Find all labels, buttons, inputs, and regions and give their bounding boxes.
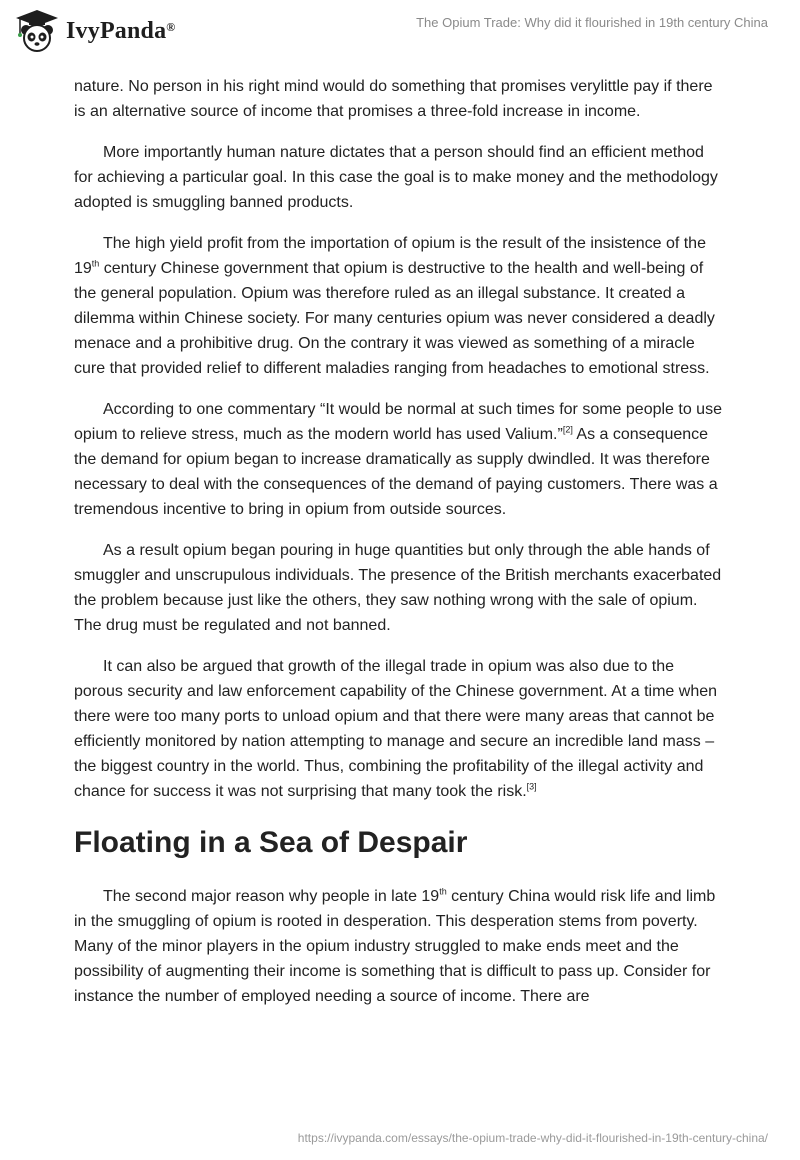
logo-wordmark: IvyPanda® xyxy=(66,17,176,44)
footnote-ref-3[interactable]: [3] xyxy=(526,781,537,792)
paragraph: nature. No person in his right mind would do something that promises verylittle pay if there is an alternative source of income that promises a three-fold increase in income. xyxy=(74,78,713,120)
section-heading: Floating in a Sea of Despair xyxy=(74,826,468,859)
ivypanda-logo[interactable] xyxy=(14,8,175,54)
paragraph: The high yield profit from the importation of opium is the result of the insistence of the 19th century Chinese government that opium is destructive to the health and well-being of the general population. Opium was therefore ruled as an illegal substance. It created a dilemma within Chinese society. For many centuries opium was never considered a deadly menace and a prohibitive drug. On the contrary it was viewed as something of a miracle cure that provided relief to different maladies ranging from headaches to emotional stress. xyxy=(74,235,715,377)
page-header xyxy=(0,0,800,60)
essay-body xyxy=(74,74,726,1025)
superscript: th xyxy=(91,258,100,269)
paragraph: According to one commentary “It would be normal at such times for some people to use opium to relieve stress, much as the modern world has used Valium.”[2] As a consequence the demand for opium began to increase dramatically as supply dwindled. It was therefore necessary to deal with the consequences of the demand of paying customers. There was a tremendous incentive to bring in opium from outside sources. xyxy=(74,401,722,518)
document-title: The Opium Trade: Why did it flourished in 19th century China xyxy=(416,15,768,30)
panda-graduate-icon xyxy=(14,8,60,54)
superscript: th xyxy=(439,886,447,897)
footnote-ref-2[interactable]: [2] xyxy=(562,424,573,435)
paragraph: The second major reason why people in late 19th century China would risk life and limb in the smuggling of opium is rooted in desperation. This desperation stems from poverty. Many of the minor players in the opium industry struggled to make ends meet and the possibility of augmenting their income is something that is difficult to pass up. Consider for instance the number of employed needing a source of income. There are xyxy=(74,886,716,1005)
source-url[interactable]: https://ivypanda.com/essays/the-opium-trade-why-did-it-flourished-in-19th-century-china/ xyxy=(297,1131,768,1145)
paragraph: It can also be argued that growth of the illegal trade in opium was also due to the porous security and law enforcement capability of the Chinese government. At a time when there were too many ports to unload opium and that there were many areas that cannot be efficiently monitored by nation attempting to manage and secure an incredible land mass – the biggest country in the world. Thus, combining the profitability of the illegal activity and chance for success it was not surprising that many took the risk.[3] xyxy=(74,658,718,800)
paragraph: As a result opium began pouring in huge quantities but only through the able hands of smuggler and unscrupulous individuals. The presence of the British merchants exacerbated the problem because just like the others, they saw nothing wrong with the sale of opium. The drug must be regulated and not banned. xyxy=(74,542,722,634)
paragraph: More importantly human nature dictates that a person should find an efficient method for achieving a particular goal. In this case the goal is to make money and the methodology adopted is smuggling banned products. xyxy=(74,144,718,211)
